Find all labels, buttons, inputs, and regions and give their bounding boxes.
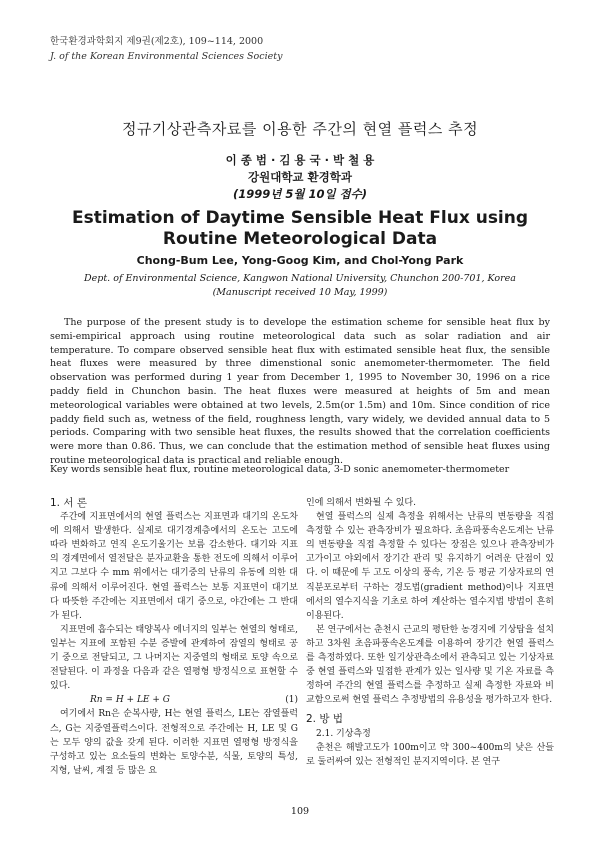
left-column <box>50 496 298 778</box>
equation-number: (1) <box>285 695 298 706</box>
authors-english: Chong-Bum Lee, Yong-Goog Kim, and Chol-Yong Park <box>136 254 464 267</box>
paragraph: 여기에서 Rn은 순복사량, H는 현열 플럭스, LE는 잠열플럭스, G는 지중열플럭스이다. 전형적으로 주간에는 H, LE 및 G는 모두 양의 값을 갖게 된다. 이러한 지표면 열평형 방정식을 구성하고 있는 요소들의 변화는 토양수분, 식물, 토양의 특성, 지형, 날씨, 계절 등 많은 요 <box>50 709 298 776</box>
title-korean: 정규기상관측자료를 이용한 주간의 현열 플럭스 추정 <box>121 120 479 138</box>
right-column <box>306 496 554 769</box>
paragraph: 지표면에 흡수되는 태양복사 에너지의 일부는 현열의 형태로, 일부는 지표에 포함된 수분 증발에 관계하여 잠열의 형태로 공기 중으로 전달되고, 그 나머지는 지중열의 형태로 토양 속으로 전달된다. 이 과정을 다음과 같은 열평형 방정식으로 표현할 수 있다. <box>50 624 298 692</box>
journal-name-korean: 한국환경과학회지 제9권(제2호), 109~114, 2000 <box>50 36 264 47</box>
journal-name-english: J. of the Korean Environmental Sciences Society <box>50 51 283 62</box>
received-date-korean: (1999년 5월 10일 접수) <box>232 187 368 201</box>
equation <box>50 693 298 707</box>
english-byline <box>0 272 600 300</box>
received-date-english: (Manuscript received 10 May, 1999) <box>212 287 388 298</box>
korean-byline <box>0 152 600 203</box>
page-number: 109 <box>290 806 310 817</box>
journal-header <box>50 34 282 64</box>
affiliation-korean: 강원대학교 환경학과 <box>248 170 352 184</box>
section-heading-methods: 2. 방 법 <box>306 713 343 726</box>
paragraph: 본 연구에서는 춘천시 근교의 평탄한 농경지에 기상탑을 설치하고 3차원 초음파풍속온도계를 이용하여 장기간 현열 플럭스를 측정하였다. 또한 일기상관측소에서 관측되고 있는 기상자료 중 현열 플럭스와 밀접한 관계가 있는 일사량 및 기온 자료를 측정하여 주간의 현열 플럭스를 추정하고 실제 측정한 자료와 비교함으로써 현열 플럭스 추정방법의 유용성을 평가하고자 한다. <box>306 624 554 706</box>
paragraph: 춘천은 해발고도가 100m이고 약 300~400m의 낮은 산들로 둘러싸여 있는 전형적인 분지지역이다. 본 연구 <box>306 742 554 767</box>
paragraph: 주간에 지표면에서의 현열 플럭스는 지표면과 대기의 온도차에 의해서 발생한다. 실제로 대기경계층에서의 온도는 고도에 따라 변화하고 연직 온도기울기는 보름 감소한다. 대기와 지표의 경계면에서 열전달은 분자교환을 통한 전도에 의해서 이루어지고 그보다 수 mm 위에서는 대기중의 난류의 유동에 의한 대류에 의해서 이루어진다. 현열 플럭스는 보통 지표면이 대기보다 따뜻한 주간에는 지표면에서 대기 중으로, 야간에는 그 반대가 된다. <box>50 512 298 621</box>
paragraph: 현열 플럭스의 실제 측정을 위해서는 난류의 변동량을 직접 측정할 수 있는 관측장비가 필요하다. 초음파풍속온도계는 난류의 변동량을 직접 측정할 수 있다는 장점은 있으나 관측장비가 고가이고 야외에서 장기간 관리 및 유지하기 어려운 단점이 있다. 이 때문에 두 고도 이상의 풍속, 기온 등 평균 기상자료의 연직분포로부터 구하는 경도법(gradient method)이나 지표면에서의 열수지식을 기초로 하여 계산하는 열수지법 방법이 흔히 이용된다. <box>306 512 554 621</box>
abstract: The purpose of the present study is to develope the estimation scheme for sensible heat flux by semi-empirical approach using routine meteorological data such as solar radiation and air temperature. To compare observed sensible heat flux with estimated sensible heat flux, the sensible heat fluxes were measured by three dimenstional sonic anemometer-thermometer. The field observation was performed during 1 year from December 1, 1995 to November 30, 1996 on a rice paddy field in Chunchon basin. The heat fluxes were measured at heights of 5m and mean meteorological variables were obtained at two levels, 2.5m(or 1.5m) and 10m. Since condition of rice paddy field such as, wetness of the field, roughness length, vary widely, we devided annual data to 5 periods. Comparing with two sensible heat fluxes, the results showed that the correlation coefficients were more than 0.86. Thus, we can conclude that the estimation method of sensible heat fluxes using routine meteorological data is practical and reliable enough. <box>50 317 550 466</box>
paragraph: 인에 의해서 변화될 수 있다. <box>306 498 416 508</box>
subsection-heading: 2.1. 기상측정 <box>316 728 371 739</box>
keywords: Key words sensible heat flux, routine meteorological data, 3-D sonic anemometer-thermometer <box>50 464 510 475</box>
section-heading-introduction: 1. 서 론 <box>50 497 87 509</box>
authors-korean: 이 종 범 · 김 용 국 · 박 철 용 <box>225 153 375 167</box>
title-english: Estimation of Daytime Sensible Heat Flux using Routine Meteorological Data <box>71 208 529 249</box>
equation-body: Rn = H + LE + G <box>90 695 170 706</box>
affiliation-english: Dept. of Environmental Science, Kangwon National University, Chunchon 200-701, Korea <box>84 273 516 284</box>
